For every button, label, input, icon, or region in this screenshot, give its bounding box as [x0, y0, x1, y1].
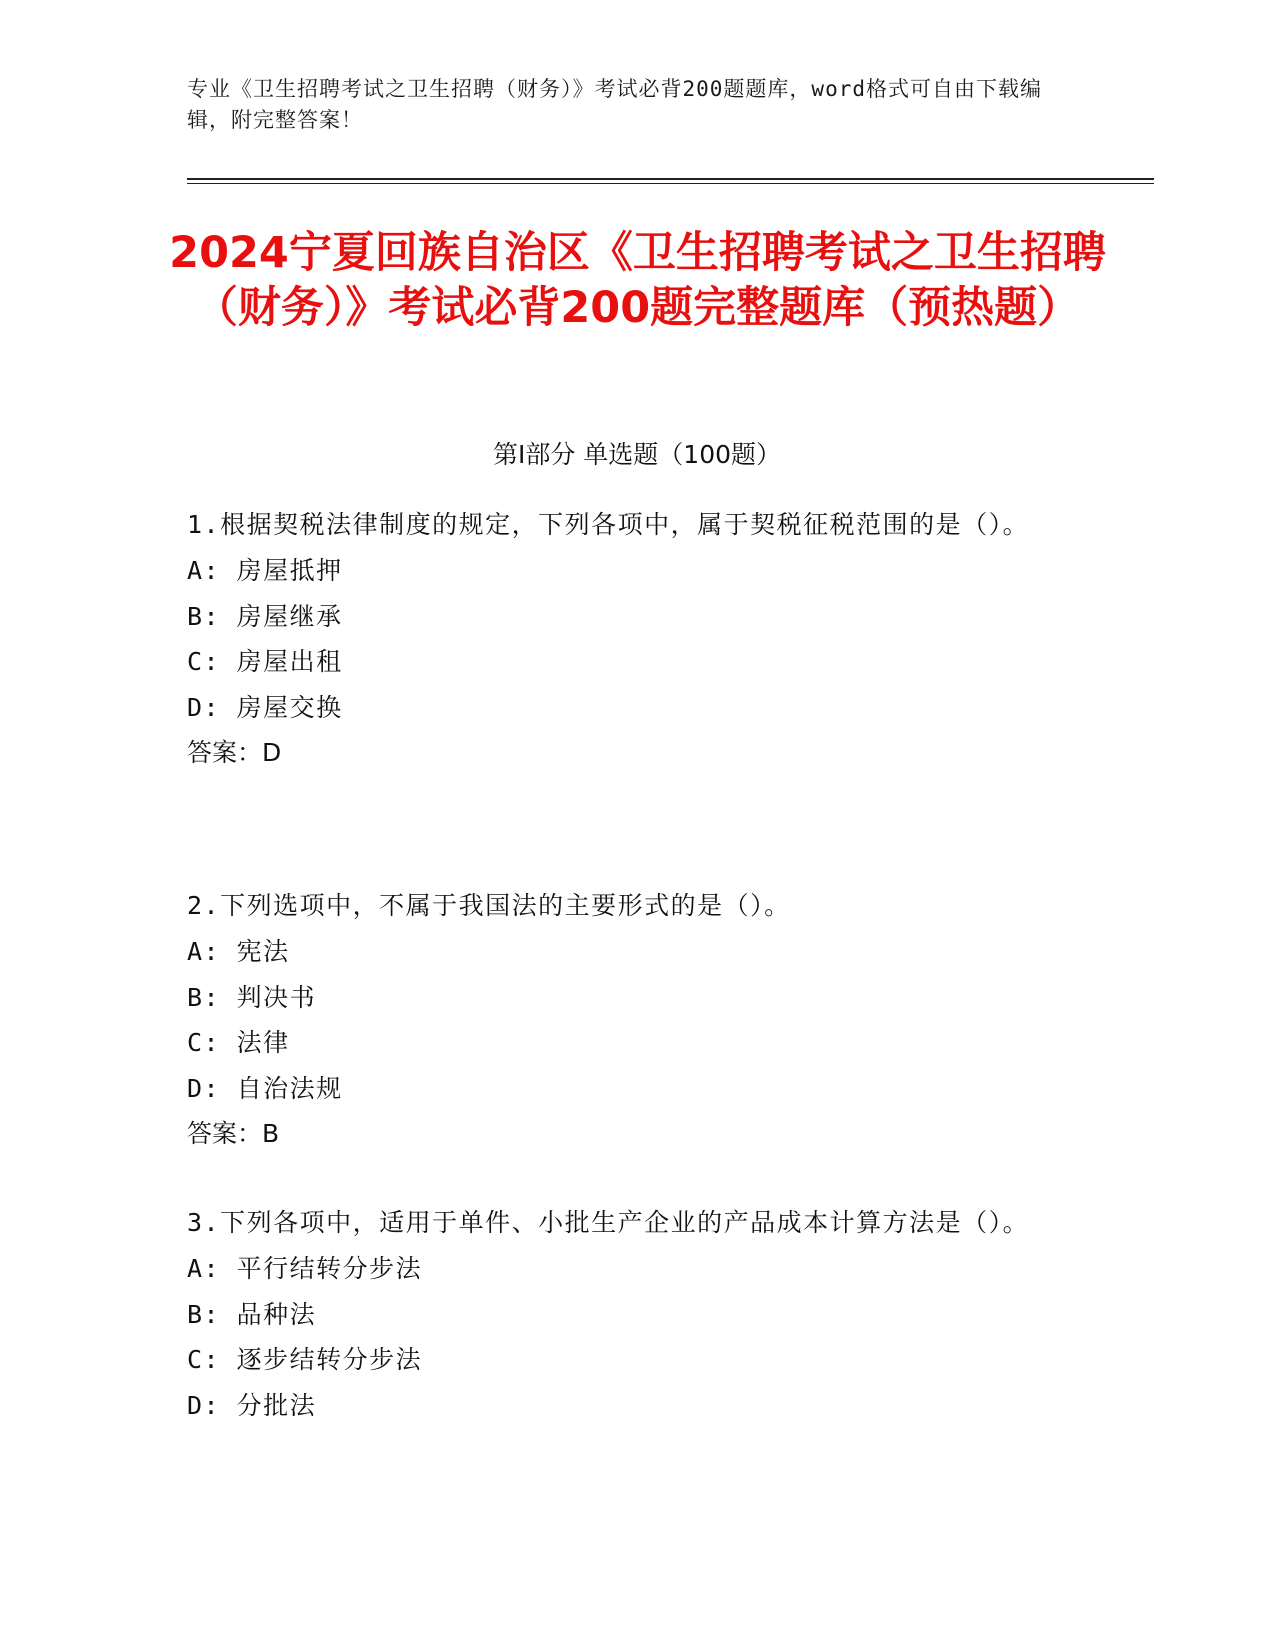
option-b: B: 房屋继承 — [187, 601, 343, 631]
header-rule-thin — [187, 183, 1154, 184]
option-a: A: 平行结转分步法 — [187, 1254, 423, 1283]
option-a: A: 宪法 — [187, 937, 290, 966]
question-2 — [187, 883, 1067, 1157]
header-note: 专业《卫生招聘考试之卫生招聘（财务）》考试必背200题题库，word格式可自由下载编辑，附完整答案！ — [187, 77, 1042, 132]
answer: 答案：D — [187, 738, 282, 767]
option-c: C: 逐步结转分步法 — [187, 1345, 423, 1374]
question-3 — [187, 1200, 1067, 1428]
option-c: C: 法律 — [187, 1028, 290, 1057]
option-c: C: 房屋出租 — [187, 647, 343, 676]
option-a: A: 房屋抵押 — [187, 556, 343, 585]
option-d: D: 分批法 — [187, 1390, 317, 1420]
option-d: D: 房屋交换 — [187, 692, 343, 722]
question-text: 1.根据契税法律制度的规定，下列各项中，属于契税征税范围的是（）。 — [187, 510, 1030, 539]
option-d: D: 自治法规 — [187, 1073, 343, 1103]
question-text: 2.下列选项中，不属于我国法的主要形式的是（）。 — [187, 891, 791, 920]
question-1 — [187, 502, 1067, 776]
section-title: 第I部分 单选题（100题） — [492, 440, 782, 469]
answer: 答案：B — [187, 1119, 280, 1148]
option-b: B: 品种法 — [187, 1299, 317, 1329]
option-b: B: 判决书 — [187, 982, 317, 1012]
document-title: 2024宁夏回族自治区《卫生招聘考试之卫生招聘（财务）》考试必背200题完整题库（预热题） — [169, 228, 1106, 333]
header-rule-thick — [187, 178, 1154, 180]
question-text: 3.下列各项中，适用于单件、小批生产企业的产品成本计算方法是（）。 — [187, 1208, 1030, 1237]
